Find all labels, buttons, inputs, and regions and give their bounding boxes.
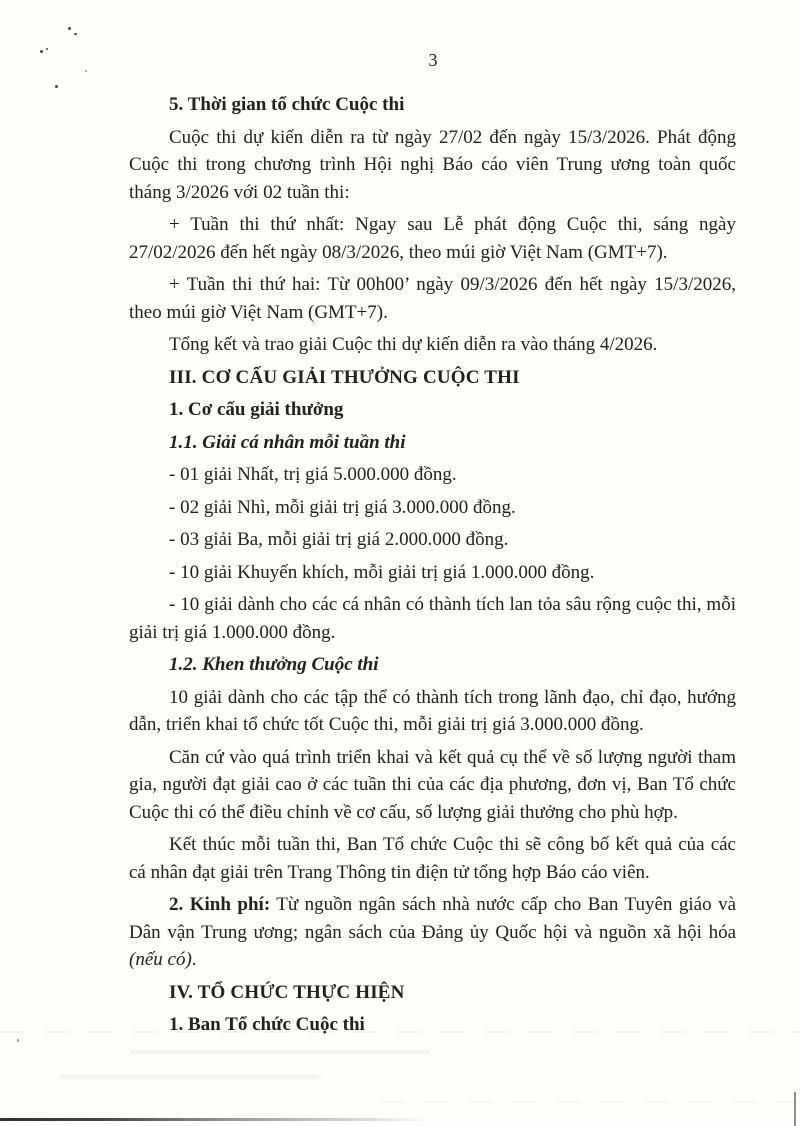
- page-number: 3: [428, 50, 438, 70]
- prize-item-spread: - 10 giải dành cho các cá nhân có thành tích lan tỏa sâu rộng cuộc thi, mỗi giải trị giá 1.000.000 đồng.: [129, 594, 736, 643]
- scan-noise-row: [380, 1101, 800, 1103]
- week-1-paragraph: + Tuần thi thứ nhất: Ngay sau Lễ phát động Cuộc thi, sáng ngày 27/02/2026 đến hết ngày 08/3/2026, theo múi giờ Việt Nam (GMT+7).: [129, 214, 736, 263]
- ink-speck: [68, 27, 71, 30]
- week-2-paragraph: + Tuần thi thứ hai: Từ 00h00’ ngày 09/3/2026 đến hết ngày 15/3/2026, theo múi giờ Việt Nam (GMT+7).: [129, 274, 736, 323]
- section-4-1-heading: 1. Ban Tổ chức Cuộc thi: [169, 1014, 365, 1035]
- prize-item-third: - 03 giải Ba, mỗi giải trị giá 2.000.000 đồng.: [169, 529, 509, 550]
- document-body: [129, 91, 736, 1044]
- section-3-1-1-heading: 1.1. Giải cá nhân mỗi tuần thi: [169, 431, 406, 453]
- adjustment-paragraph: Căn cứ vào quá trình triển khai và kết quả cụ thể về số lượng người tham gia, người đạt giải cao ở các tuần thi của các địa phương, đơn vị, Ban Tổ chức Cuộc thi có thể điều chỉnh về cơ cấu, số lượng giải thưởng cho phù hợp.: [129, 746, 736, 823]
- section-5-intro-paragraph: Cuộc thi dự kiến diễn ra từ ngày 27/02 đến ngày 15/3/2026. Phát động Cuộc thi trong chương trình Hội nghị Báo cáo viên Trung ương toàn quốc tháng 3/2026 với 02 tuần thi:: [129, 126, 736, 203]
- section-4-heading: IV. TỔ CHỨC THỰC HIỆN: [169, 981, 405, 1003]
- scan-edge-line-right: [794, 1092, 796, 1126]
- funding-lead-label: 2. Kinh phí:: [169, 894, 271, 915]
- ink-speck: [17, 1039, 19, 1042]
- section-5-heading: 5. Thời gian tổ chức Cuộc thi: [169, 94, 405, 115]
- scan-edge-line-bottom: [0, 1118, 430, 1121]
- funding-period: .: [191, 949, 197, 970]
- results-announcement-paragraph: Kết thúc mỗi tuần thi, Ban Tổ chức Cuộc thi sẽ công bố kết quả của các cá nhân đạt giải trên Trang Thông tin điện tử tổng hợp Báo cáo viên.: [129, 834, 736, 883]
- ink-speck: [85, 70, 87, 72]
- funding-paragraph: [129, 891, 736, 974]
- scan-smudge: [130, 1050, 430, 1054]
- prize-item-second: - 02 giải Nhì, mỗi giải trị giá 3.000.000 đồng.: [169, 496, 516, 518]
- ink-speck: [74, 33, 77, 35]
- ink-speck: [40, 50, 43, 53]
- section-3-heading: III. CƠ CẤU GIẢI THƯỞNG CUỘC THI: [169, 366, 520, 388]
- scan-smudge: [60, 1075, 320, 1079]
- ink-speck: [55, 85, 58, 88]
- funding-note-italic: (nếu có): [129, 949, 192, 970]
- prize-item-consolation: - 10 giải Khuyến khích, mỗi giải trị giá 1.000.000 đồng.: [169, 561, 595, 583]
- section-3-1-2-heading: 1.2. Khen thưởng Cuộc thi: [169, 654, 379, 675]
- collective-award-paragraph: 10 giải dành cho các tập thể có thành tích trong lãnh đạo, chỉ đạo, hướng dẫn, triển khai tổ chức tốt Cuộc thi, mỗi giải trị giá 3.000.000 đồng.: [129, 686, 736, 735]
- prize-item-first: - 01 giải Nhất, trị giá 5.000.000 đồng.: [169, 464, 457, 485]
- funding-body-text: Từ nguồn ngân sách nhà nước cấp cho Ban Tuyên giáo và Dân vận Trung ương; ngân sách của Đảng ủy Quốc hội và nguồn xã hội hóa: [129, 894, 736, 943]
- award-ceremony-paragraph: Tổng kết và trao giải Cuộc thi dự kiến diễn ra vào tháng 4/2026.: [169, 334, 658, 355]
- ink-speck: [46, 48, 48, 50]
- section-3-1-heading: 1. Cơ cấu giải thưởng: [169, 399, 344, 420]
- scan-noise-row: [0, 1031, 800, 1033]
